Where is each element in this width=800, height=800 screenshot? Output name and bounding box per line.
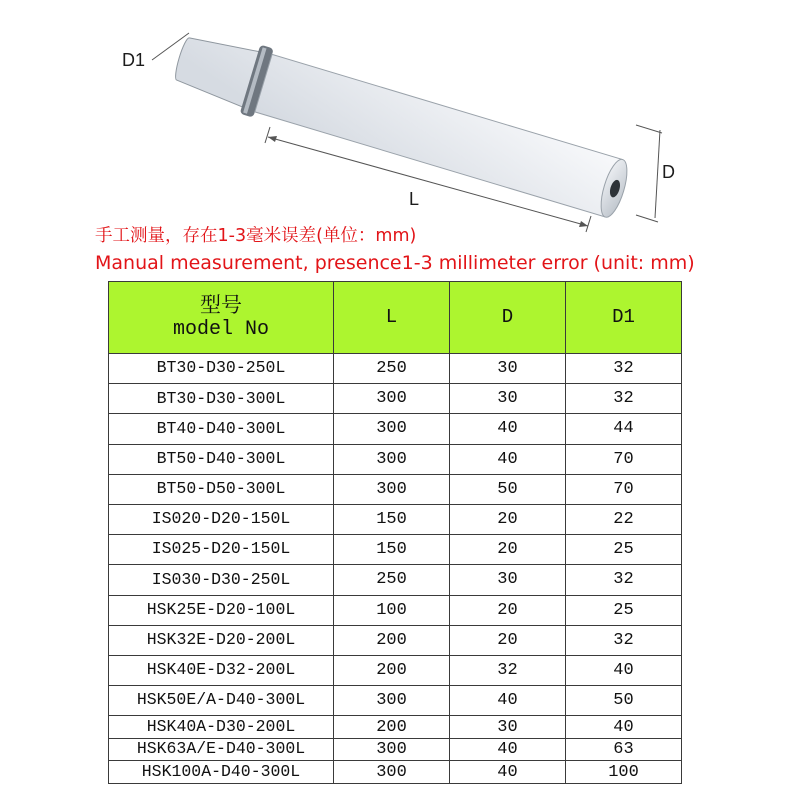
l-cell: 300: [334, 414, 450, 444]
table-row: [109, 625, 682, 655]
table-row: [109, 761, 682, 784]
model-cell: IS020-D20-150L: [109, 504, 334, 534]
table-row: [109, 655, 682, 685]
l-label: L: [409, 189, 420, 209]
l-cell: 200: [334, 625, 450, 655]
d1-cell: 25: [566, 535, 682, 565]
header-d1: D1: [566, 282, 682, 354]
table-row: [109, 354, 682, 384]
d1-cell: 50: [566, 686, 682, 716]
model-cell: HSK32E-D20-200L: [109, 625, 334, 655]
d1-cell: 32: [566, 384, 682, 414]
model-cell: IS030-D30-250L: [109, 565, 334, 595]
spec-table: [108, 281, 682, 784]
model-cell: BT30-D30-250L: [109, 354, 334, 384]
d1-cell: 32: [566, 565, 682, 595]
d-cell: 30: [450, 565, 566, 595]
table-header-row: [109, 282, 682, 354]
d1-cell: 44: [566, 414, 682, 444]
l-cell: 150: [334, 535, 450, 565]
table-row: [109, 414, 682, 444]
model-cell: HSK100A-D40-300L: [109, 761, 334, 784]
model-cell: BT50-D50-300L: [109, 474, 334, 504]
d-cell: 40: [450, 738, 566, 761]
d-cell: 30: [450, 716, 566, 739]
d1-cell: 25: [566, 595, 682, 625]
l-cell: 300: [334, 686, 450, 716]
l-cell: 300: [334, 384, 450, 414]
model-cell: HSK50E/A-D40-300L: [109, 686, 334, 716]
header-l: L: [334, 282, 450, 354]
table-body: [109, 354, 682, 784]
bar-body: [169, 23, 634, 225]
d-cell: 40: [450, 761, 566, 784]
table-row: [109, 535, 682, 565]
d-cell: 40: [450, 414, 566, 444]
model-cell: HSK63A/E-D40-300L: [109, 738, 334, 761]
l-cell: 300: [334, 738, 450, 761]
d-cell: 40: [450, 444, 566, 474]
d-cell: 30: [450, 354, 566, 384]
l-cell: 250: [334, 354, 450, 384]
d1-cell: 70: [566, 444, 682, 474]
l-cell: 250: [334, 565, 450, 595]
bar-cylinder: [255, 54, 623, 217]
table-row: [109, 444, 682, 474]
caption-chinese: 手工测量，存在1-3毫米误差(单位：mm): [95, 226, 417, 246]
l-cell: 200: [334, 655, 450, 685]
model-cell: BT30-D30-300L: [109, 384, 334, 414]
l-cell: 300: [334, 761, 450, 784]
d1-cell: 22: [566, 504, 682, 534]
l-cell: 150: [334, 504, 450, 534]
header-model: [109, 282, 334, 354]
model-cell: HSK40A-D30-200L: [109, 716, 334, 739]
d1-cell: 32: [566, 354, 682, 384]
header-model-cn: 型号: [200, 293, 242, 317]
test-bar-drawing: [0, 0, 800, 240]
d1-cell: 70: [566, 474, 682, 504]
d-cell: 20: [450, 535, 566, 565]
d-label: D: [662, 162, 675, 182]
d1-cell: 32: [566, 625, 682, 655]
l-cell: 200: [334, 716, 450, 739]
dimension-d: [636, 125, 675, 222]
l-cell: 300: [334, 444, 450, 474]
d1-cell: 100: [566, 761, 682, 784]
d-cell: 50: [450, 474, 566, 504]
d-cell: 32: [450, 655, 566, 685]
table-row: [109, 504, 682, 534]
d-cell: 30: [450, 384, 566, 414]
d1-cell: 40: [566, 716, 682, 739]
d1-cell: 63: [566, 738, 682, 761]
model-cell: IS025-D20-150L: [109, 535, 334, 565]
table-row: [109, 686, 682, 716]
d-cell: 40: [450, 686, 566, 716]
table-row: [109, 474, 682, 504]
table-row: [109, 384, 682, 414]
caption-english: Manual measurement, presence1-3 millimeter error (unit: mm): [95, 252, 695, 274]
table-row: [109, 595, 682, 625]
model-cell: HSK40E-D32-200L: [109, 655, 334, 685]
d-cell: 20: [450, 595, 566, 625]
d-cell: 20: [450, 625, 566, 655]
d-cell: 20: [450, 504, 566, 534]
model-cell: HSK25E-D20-100L: [109, 595, 334, 625]
l-cell: 100: [334, 595, 450, 625]
table-row: [109, 716, 682, 739]
header-model-en: model No: [172, 318, 269, 341]
table-row: [109, 738, 682, 761]
d1-label: D1: [122, 50, 146, 70]
d1-cell: 40: [566, 655, 682, 685]
l-cell: 300: [334, 474, 450, 504]
model-cell: BT50-D40-300L: [109, 444, 334, 474]
model-cell: BT40-D40-300L: [109, 414, 334, 444]
header-d: D: [450, 282, 566, 354]
table-row: [109, 565, 682, 595]
